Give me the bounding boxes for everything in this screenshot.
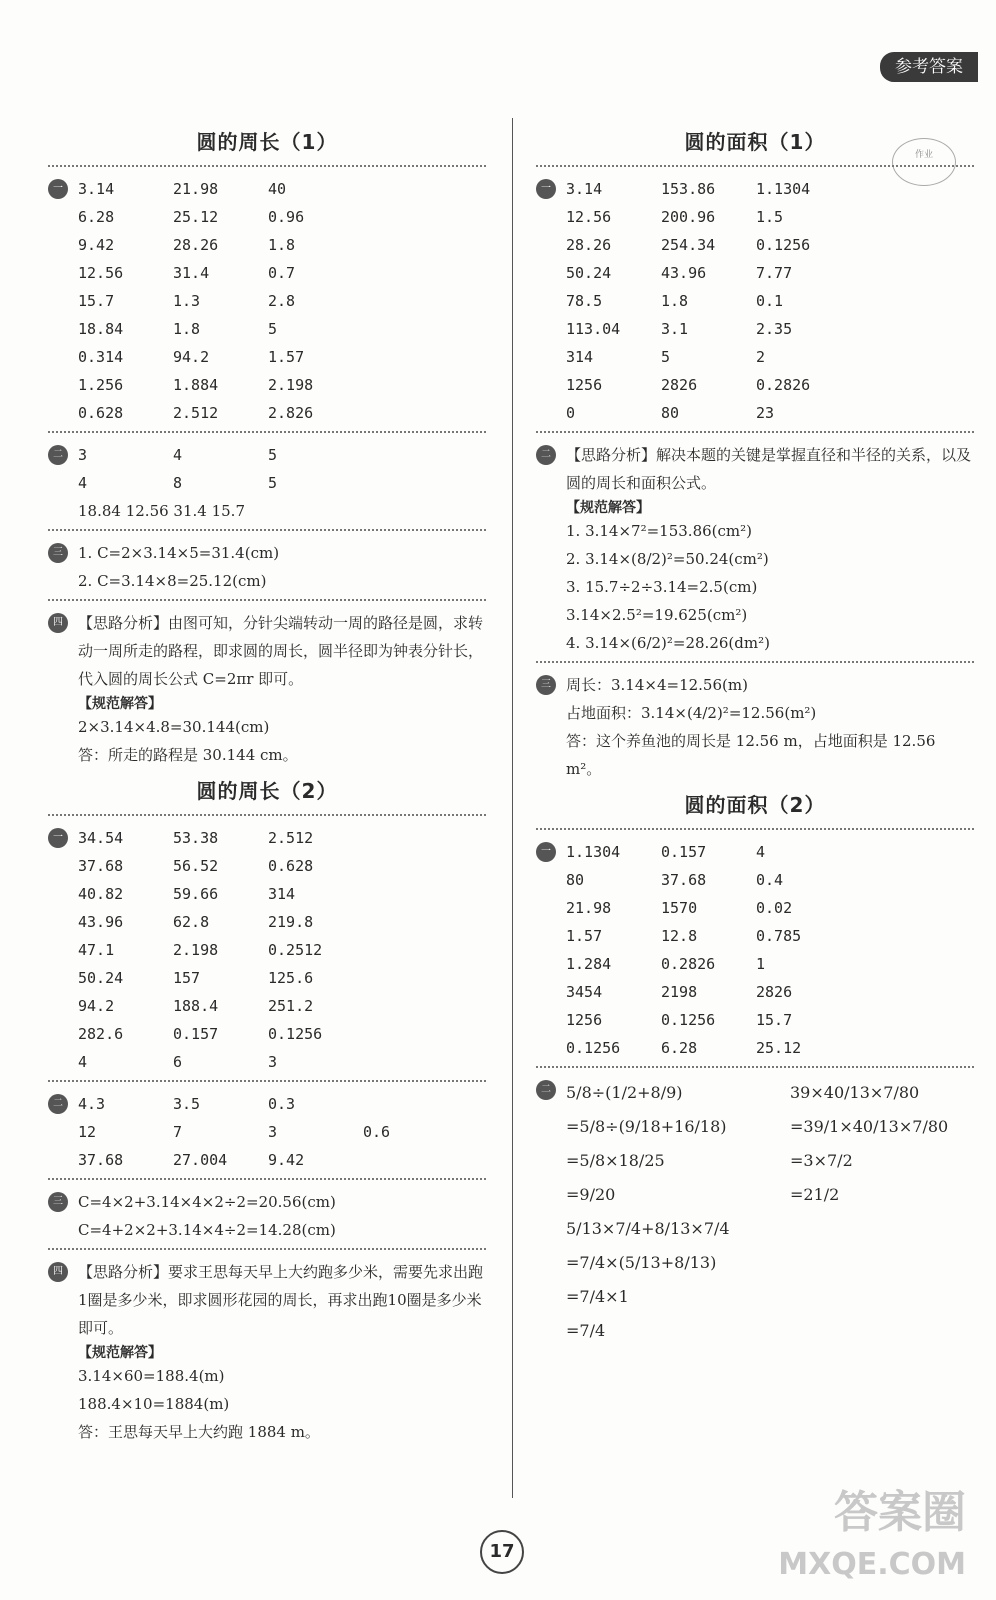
analysis-text: 【思路分析】由图可知，分针尖端转动一周的路径是圆，求转动一周所走的路程，即求圆的周长，圆半径即为钟表分针长，代入圆的周长公式 C=2πr 即可。 <box>78 614 484 688</box>
grid-row <box>78 908 486 936</box>
grid-row <box>78 259 486 287</box>
grid-cell: 62.8 <box>173 913 210 931</box>
grid-row <box>566 950 974 978</box>
answer-line: =3×7/2 <box>790 1151 853 1170</box>
grid-cell: 12.56 <box>566 208 612 226</box>
grid-cell: 1256 <box>566 1011 603 1029</box>
grid-cell: 2.198 <box>268 376 314 394</box>
grid-cell: 1.1304 <box>566 843 621 861</box>
grid-row <box>566 399 974 427</box>
grid-row <box>78 231 486 259</box>
grid-cell: 34.54 <box>78 829 124 847</box>
grid-cell: 1.57 <box>268 348 305 366</box>
grid-cell: 8 <box>173 474 183 492</box>
grid-cell: 27.004 <box>173 1151 228 1169</box>
grid-cell: 5 <box>268 446 278 464</box>
grid-cell: 3 <box>78 446 88 464</box>
answer-line: 39×40/13×7/80 <box>790 1083 920 1102</box>
grid-cell: 12.8 <box>661 927 698 945</box>
grid-cell: 1.57 <box>566 927 603 945</box>
answer-grid <box>78 441 486 497</box>
grid-cell: 1.1304 <box>756 180 811 198</box>
grid-row <box>566 287 974 315</box>
grid-cell: 0.157 <box>661 843 707 861</box>
grid-cell: 1.8 <box>661 292 689 310</box>
grid-row <box>78 880 486 908</box>
question-3 <box>48 1188 486 1244</box>
calculation-c <box>566 1212 974 1348</box>
section-title: 圆的面积（1） <box>684 130 826 154</box>
number-badge: 一 <box>48 179 68 199</box>
grid-cell: 25.12 <box>756 1039 802 1057</box>
grid-cell: 9.42 <box>78 236 115 254</box>
grid-cell: 12.56 <box>78 264 124 282</box>
dotted-divider <box>536 165 974 167</box>
grid-cell: 15.7 <box>78 292 115 310</box>
grid-cell: 37.68 <box>78 1151 124 1169</box>
grid-row <box>78 1020 486 1048</box>
grid-row <box>566 371 974 399</box>
grid-cell: 4.3 <box>78 1095 106 1113</box>
grid-cell: 0.314 <box>78 348 124 366</box>
grid-cell: 50.24 <box>78 969 124 987</box>
calculation-columns <box>566 1076 974 1212</box>
grid-row <box>566 838 974 866</box>
grid-row <box>78 936 486 964</box>
answer-line: C=4+2×2+3.14×4÷2=14.28(cm) <box>78 1221 336 1239</box>
grid-cell: 2826 <box>661 376 698 394</box>
answer-line: 1. 3.14×7²=153.86(cm²) <box>566 522 752 540</box>
grid-cell: 3454 <box>566 983 603 1001</box>
grid-row <box>78 315 486 343</box>
grid-cell: 3 <box>268 1123 278 1141</box>
answer-line: 4. 3.14×(6/2)²=28.26(dm²) <box>566 634 770 652</box>
grid-cell: 200.96 <box>661 208 716 226</box>
grid-cell: 2826 <box>756 983 793 1001</box>
grid-cell: 1570 <box>661 899 698 917</box>
grid-cell: 3.1 <box>661 320 689 338</box>
grid-cell: 9.42 <box>268 1151 305 1169</box>
grid-row <box>566 175 974 203</box>
grid-cell: 59.66 <box>173 885 219 903</box>
grid-cell: 3.14 <box>566 180 603 198</box>
grid-cell: 0.2512 <box>268 941 323 959</box>
grid-cell: 2.198 <box>173 941 219 959</box>
grid-row <box>566 922 974 950</box>
grid-row <box>566 978 974 1006</box>
number-badge: 三 <box>48 543 68 563</box>
dotted-divider <box>48 165 486 167</box>
answer-line: =7/4×1 <box>566 1287 629 1306</box>
answer-line: =21/2 <box>790 1185 840 1204</box>
grid-cell: 56.52 <box>173 857 219 875</box>
section-title: 圆的周长（2） <box>196 779 338 803</box>
answer-line: =5/8÷(9/18+16/18) <box>566 1117 727 1136</box>
grid-cell: 25.12 <box>173 208 219 226</box>
grid-row <box>566 1006 974 1034</box>
analysis-text: 【思路分析】要求王思每天早上大约跑多少米，需要先求出跑1圈是多少米，即求圆形花园的周长，再求出跑10圈是多少米即可。 <box>78 1263 484 1337</box>
grid-cell: 2.512 <box>268 829 314 847</box>
question-2 <box>536 441 974 657</box>
answer-line: 周长：3.14×4=12.56(m) <box>566 676 748 694</box>
grid-cell: 314 <box>268 885 296 903</box>
grid-cell: 0 <box>566 404 576 422</box>
column-divider <box>512 118 513 1498</box>
answer-line: 2. 3.14×(8/2)²=50.24(cm²) <box>566 550 769 568</box>
grid-cell: 37.68 <box>661 871 707 889</box>
grid-row <box>78 287 486 315</box>
grid-cell: 157 <box>173 969 201 987</box>
grid-cell: 254.34 <box>661 236 716 254</box>
dotted-divider <box>48 529 486 531</box>
grid-cell: 0.3 <box>268 1095 296 1113</box>
answer-line: 占地面积：3.14×(4/2)²=12.56(m²) <box>566 704 817 722</box>
answer-line: 3.14×2.5²=19.625(cm²) <box>566 606 748 624</box>
grid-cell: 28.26 <box>173 236 219 254</box>
grid-cell: 0.4 <box>756 871 784 889</box>
grid-cell: 7 <box>173 1123 183 1141</box>
grid-cell: 31.4 <box>173 264 210 282</box>
grid-cell: 1.3 <box>173 292 201 310</box>
grid-cell: 78.5 <box>566 292 603 310</box>
grid-cell: 4 <box>78 1053 88 1071</box>
grid-row <box>78 399 486 427</box>
grid-cell: 5 <box>268 320 278 338</box>
answer-grid <box>78 824 486 1076</box>
grid-cell: 94.2 <box>78 997 115 1015</box>
grid-cell: 3.5 <box>173 1095 201 1113</box>
grid-cell: 43.96 <box>78 913 124 931</box>
answer-line: =9/20 <box>566 1185 616 1204</box>
grid-row <box>566 866 974 894</box>
grid-cell: 113.04 <box>566 320 621 338</box>
grid-cell: 0.1 <box>756 292 784 310</box>
answer-line: 答：这个养鱼池的周长是 12.56 m，占地面积是 12.56 m²。 <box>566 732 936 778</box>
number-badge: 二 <box>48 445 68 465</box>
grid-cell: 1.284 <box>566 955 612 973</box>
solution-heading: 【规范解答】 <box>78 1345 162 1361</box>
grid-cell: 0.628 <box>268 857 314 875</box>
answer-line: =7/4 <box>566 1321 606 1340</box>
grid-cell: 1.256 <box>78 376 124 394</box>
question-3 <box>48 539 486 595</box>
dotted-divider <box>536 661 974 663</box>
grid-cell: 2198 <box>661 983 698 1001</box>
question-2 <box>536 1076 974 1348</box>
grid-cell: 1.8 <box>173 320 201 338</box>
grid-row <box>78 343 486 371</box>
watermark-logo: 答案圈 <box>834 1487 966 1538</box>
grid-cell: 3.14 <box>78 180 115 198</box>
grid-cell: 2.512 <box>173 404 219 422</box>
grid-cell: 0.02 <box>756 899 793 917</box>
answer-line: C=4×2+3.14×4×2÷2=20.56(cm) <box>78 1193 336 1211</box>
number-badge: 一 <box>48 828 68 848</box>
number-badge: 一 <box>536 842 556 862</box>
analysis-text: 【思路分析】解决本题的关键是掌握直径和半径的关系，以及圆的周长和面积公式。 <box>566 446 972 492</box>
grid-cell: 2.35 <box>756 320 793 338</box>
answer-line: 5/8÷(1/2+8/9) <box>566 1083 683 1102</box>
grid-cell: 80 <box>661 404 680 422</box>
grid-cell: 0.6 <box>363 1123 391 1141</box>
dotted-divider <box>48 1080 486 1082</box>
grid-row <box>566 894 974 922</box>
dotted-divider <box>48 814 486 816</box>
number-badge: 四 <box>48 1262 68 1282</box>
solution-heading: 【规范解答】 <box>78 696 162 712</box>
dotted-divider <box>536 1066 974 1068</box>
grid-cell: 0.1256 <box>268 1025 323 1043</box>
dotted-divider <box>536 828 974 830</box>
grid-cell: 53.38 <box>173 829 219 847</box>
grid-row <box>78 441 486 469</box>
dotted-divider <box>536 431 974 433</box>
answer-grid <box>566 838 974 1062</box>
grid-row <box>78 1048 486 1076</box>
answer-line: 18.84 12.56 31.4 15.7 <box>78 502 245 520</box>
grid-cell: 0.157 <box>173 1025 219 1043</box>
answer-key-tab: 参考答案 <box>880 52 978 82</box>
answer-line: 5/13×7/4+8/13×7/4 <box>566 1219 730 1238</box>
answer-line: 1. C=2×3.14×5=31.4(cm) <box>78 544 280 562</box>
grid-cell: 6.28 <box>661 1039 698 1057</box>
answer-grid <box>78 175 486 427</box>
number-badge: 二 <box>536 1080 556 1100</box>
grid-cell: 0.1256 <box>566 1039 621 1057</box>
grid-cell: 21.98 <box>566 899 612 917</box>
grid-cell: 12 <box>78 1123 97 1141</box>
grid-cell: 125.6 <box>268 969 314 987</box>
number-badge: 四 <box>48 613 68 633</box>
grid-row <box>78 371 486 399</box>
grid-row <box>78 964 486 992</box>
grid-cell: 2.826 <box>268 404 314 422</box>
grid-cell: 40.82 <box>78 885 124 903</box>
answer-line: =5/8×18/25 <box>566 1151 665 1170</box>
answer-line: 3. 15.7÷2÷3.14=2.5(cm) <box>566 578 758 596</box>
grid-cell: 4 <box>173 446 183 464</box>
grid-cell: 0.1256 <box>756 236 811 254</box>
grid-row <box>566 343 974 371</box>
grid-cell: 4 <box>78 474 88 492</box>
grid-cell: 4 <box>756 843 766 861</box>
answer-line: 188.4×10=1884(m) <box>78 1395 230 1413</box>
answer-line: 2. C=3.14×8=25.12(cm) <box>78 572 267 590</box>
grid-cell: 0.96 <box>268 208 305 226</box>
solution-heading: 【规范解答】 <box>566 500 650 516</box>
grid-cell: 23 <box>756 404 775 422</box>
calculation-b <box>790 1076 974 1212</box>
right-column <box>536 120 974 1352</box>
question-1 <box>536 838 974 1062</box>
grid-cell: 6 <box>173 1053 183 1071</box>
grid-cell: 314 <box>566 348 594 366</box>
grid-cell: 1256 <box>566 376 603 394</box>
dotted-divider <box>48 431 486 433</box>
grid-cell: 3 <box>268 1053 278 1071</box>
grid-cell: 5 <box>661 348 671 366</box>
grid-cell: 1 <box>756 955 766 973</box>
grid-cell: 15.7 <box>756 1011 793 1029</box>
answer-line: 3.14×60=188.4(m) <box>78 1367 225 1385</box>
grid-cell: 251.2 <box>268 997 314 1015</box>
grid-cell: 40 <box>268 180 287 198</box>
grid-row <box>566 315 974 343</box>
grid-row <box>78 1090 486 1118</box>
number-badge: 三 <box>48 1192 68 1212</box>
grid-cell: 0.2826 <box>661 955 716 973</box>
grid-cell: 282.6 <box>78 1025 124 1043</box>
grid-cell: 6.28 <box>78 208 115 226</box>
grid-cell: 1.884 <box>173 376 219 394</box>
grid-cell: 1.5 <box>756 208 784 226</box>
grid-cell: 0.7 <box>268 264 296 282</box>
number-badge: 一 <box>536 179 556 199</box>
grid-row <box>78 824 486 852</box>
question-1 <box>48 824 486 1076</box>
answer-line: 答：所走的路程是 30.144 cm。 <box>78 746 298 764</box>
grid-cell: 2 <box>756 348 766 366</box>
grid-cell: 219.8 <box>268 913 314 931</box>
section-title: 圆的面积（2） <box>684 793 826 817</box>
number-badge: 三 <box>536 675 556 695</box>
grid-row <box>78 469 486 497</box>
grid-row <box>78 852 486 880</box>
grid-row <box>78 1146 486 1174</box>
answer-grid <box>78 1090 486 1174</box>
grid-cell: 153.86 <box>661 180 716 198</box>
watermark-url: MXQE.COM <box>778 1547 966 1582</box>
grid-cell: 37.68 <box>78 857 124 875</box>
answer-line: =39/1×40/13×7/80 <box>790 1117 949 1136</box>
question-2 <box>48 1090 486 1174</box>
question-3 <box>536 671 974 783</box>
answer-grid <box>566 175 974 427</box>
grid-cell: 0.1256 <box>661 1011 716 1029</box>
grid-cell: 0.2826 <box>756 376 811 394</box>
grid-cell: 47.1 <box>78 941 115 959</box>
number-badge: 二 <box>48 1094 68 1114</box>
grid-cell: 0.785 <box>756 927 802 945</box>
grid-row <box>78 1118 486 1146</box>
grid-row <box>78 992 486 1020</box>
grid-cell: 28.26 <box>566 236 612 254</box>
grid-row <box>78 203 486 231</box>
grid-cell: 50.24 <box>566 264 612 282</box>
grid-row <box>78 175 486 203</box>
grid-cell: 188.4 <box>173 997 219 1015</box>
left-column <box>48 120 486 1450</box>
answer-line: 2×3.14×4.8=30.144(cm) <box>78 718 270 736</box>
grid-cell: 1.8 <box>268 236 296 254</box>
grid-cell: 7.77 <box>756 264 793 282</box>
dotted-divider <box>48 1248 486 1250</box>
calculation-a <box>566 1076 750 1212</box>
answer-line: =7/4×(5/13+8/13) <box>566 1253 717 1272</box>
page-number: 17 <box>480 1530 524 1574</box>
question-1 <box>48 175 486 427</box>
dotted-divider <box>48 599 486 601</box>
number-badge: 二 <box>536 445 556 465</box>
grid-row <box>566 203 974 231</box>
grid-cell: 43.96 <box>661 264 707 282</box>
question-1 <box>536 175 974 427</box>
grid-cell: 21.98 <box>173 180 219 198</box>
grid-cell: 5 <box>268 474 278 492</box>
question-2 <box>48 441 486 525</box>
grid-row <box>566 259 974 287</box>
section-title: 圆的周长（1） <box>196 130 338 154</box>
solution-lines <box>566 517 974 657</box>
grid-cell: 94.2 <box>173 348 210 366</box>
answer-line: 答：王思每天早上大约跑 1884 m。 <box>78 1423 320 1441</box>
question-4 <box>48 609 486 769</box>
grid-row <box>566 1034 974 1062</box>
dotted-divider <box>48 1178 486 1180</box>
grid-cell: 0.628 <box>78 404 124 422</box>
grid-row <box>566 231 974 259</box>
grid-cell: 2.8 <box>268 292 296 310</box>
question-4 <box>48 1258 486 1446</box>
homework-stamp: 作业 <box>892 138 956 186</box>
grid-cell: 80 <box>566 871 585 889</box>
grid-cell: 18.84 <box>78 320 124 338</box>
